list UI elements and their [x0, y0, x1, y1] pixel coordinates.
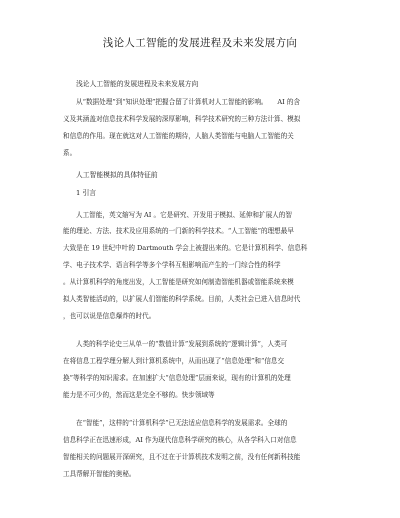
paragraph-line: 人类的科学论史三从单一的“数值计算”发展到系统的“逻辑计算”，人类可 [76, 340, 288, 348]
paragraph-line: 和信息的作用。现在就这对人工智能的期待，人脑人类智能与电脑人工智能的关 [63, 132, 294, 140]
paragraph-line: 信息科学正在迅速形成，AI 作为现代信息科学研究的核心，从各学科入口对信息 [63, 436, 297, 444]
paragraph-line: 在将信息工程学理分解人到计算机系统中，从而出现了“信息处理”和“信息交 [63, 357, 285, 365]
paragraph-line: 。从计算机科学的角度出发，人工智能是研究如何制造智能机器或智能系统来模 [63, 278, 294, 286]
paragraph-line: 拟人类智能活动的，以扩展人们智能的科学系统。目前，人类社会已进入信息时代 [63, 295, 301, 303]
paragraph-line: 学、电子技术学、语言科学等多个学科互相影响而产生的一门综合性的科学 [63, 261, 281, 269]
paragraph-line: 从“数据处理”到“知识处理”把握合留了计算机对人工智能的影响。 AI 的含 [76, 98, 301, 106]
paragraph-line: 能的理论、方法、技术及应用系统的一门新的科学技术。“人工智能”的理想最早 [63, 227, 294, 235]
section-heading: 浅论人工智能的发展进程及未来发展方向 [76, 80, 199, 88]
document-title: 浅论人工智能的发展进程及未来发展方向 [102, 37, 298, 49]
paragraph-line: 工具帮解开智能的奥秘。 [63, 470, 136, 478]
paragraph-line: 在“智能”，这样的“计算机科学”已无法适应信息科学的发展需求。全球的 [76, 419, 288, 427]
paragraph-line: 大致是在 19 世纪中叶的 Dartmouth 学会上被提出来的。它是计算机科学、信息科 [63, 244, 308, 252]
section-heading: 人工智能模拟的具体特征前 [76, 171, 158, 179]
paragraph-line: 换”等科学的知识需求。在加速扩大“信息处理”层面来说，现有的计算机的处理 [63, 374, 291, 382]
paragraph-line: 智能相关的问题展开深研究，且不过在于计算机技术发明之前，没有任何新科技能 [63, 453, 301, 461]
paragraph-line: ，也可以说是信息爆炸的时代。 [63, 312, 156, 320]
paragraph-line: 能力是不可少的，然而这是完全不够的。快步领域等 [63, 391, 215, 399]
paragraph-line: 义及其涵盖对信息技术科学发展的深厚影响，科学技术研究的三种方法计算、模拟 [63, 115, 301, 123]
paragraph-line: 系。 [63, 149, 77, 157]
paragraph-line: 人工智能，英文缩写为 AI 。它是研究、开发用于模拟、延伸和扩展人的智 [76, 211, 292, 219]
section-heading: 1 引言 [76, 189, 97, 197]
